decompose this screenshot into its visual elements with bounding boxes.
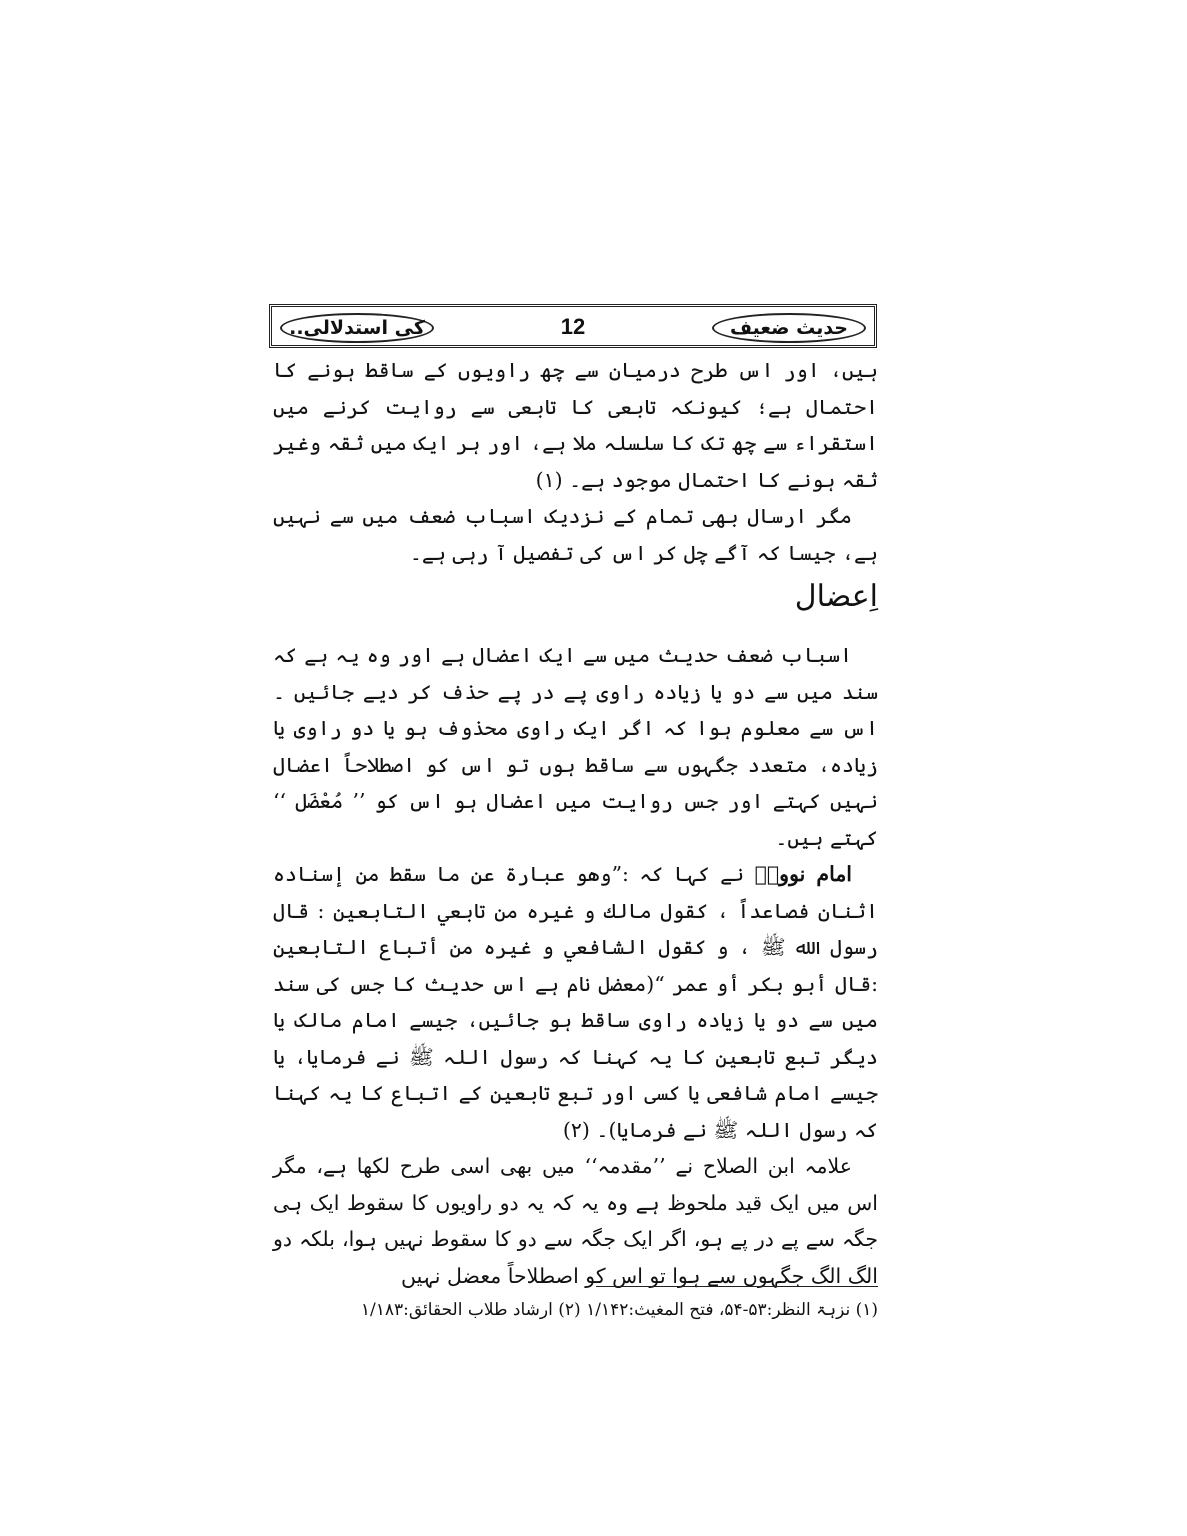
footnotes: (۱) نزہۃ النظر:۵۳-۵۴، فتح المغیث:۱/۱۴۲ (۲) ارشاد طلاب الحقائق:۱/۱۸۳ <box>360 1300 878 1320</box>
paragraph-1: ہیں، اور اس طرح درمیان سے چھ راویوں کے ساقط ہونے کا احتمال ہے؛ کیونکہ تابعی کا تابعی سے روایت کرنے میں استقراء سے چھ تک کا سلسلہ ملا ہے، اور ہر ایک میں ثقہ وغیر ثقہ ہونے کا احتمال موجود ہے۔ (۱) <box>273 358 878 492</box>
book-subtitle: کی استدلالی.. <box>289 317 425 339</box>
footnote-divider <box>596 1286 878 1287</box>
section-heading: اِعضال <box>794 579 878 614</box>
imam-nawawi-name: امام نوویؒ <box>754 862 852 886</box>
paragraph-5: علامہ ابن الصلاح نے ’’مقدمہ‘‘ میں بھی اسی طرح لکھا ہے، مگر اس میں ایک قید ملحوظ ہے وہ یہ کہ یہ دو راویوں کا سقوط ایک ہی جگہ سے پے در پے ہو، اگر ایک جگہ سے دو کا سقوط نہیں ہوا، بلکہ دو الگ الگ جگہوں سے ہوا تو اس کو اصطلاحاً معضل نہیں <box>273 1154 878 1288</box>
paragraph-4-text: نے کہا کہ :”وھو عبارة عن ما سقط من إسناده اثنان فصاعداً ، كقول مالك و غيره من تابعي التابعين : قال رسول الله ﷺ ، و كقول الشافعي و غيره من أتباع التابعين :قال أبو بكر أو عمر “(معضل نام ہے اس حدیث کا جس کی سند میں سے دو یا زیادہ راوی ساقط ہو جائیں، جیسے امام مالک یا دیگر تبع تابعین کا یہ کہنا کہ رسول اللہ ﷺ نے فرمایا، یا جیسے امام شافعی یا کسی اور تبع تابعین کے اتباع کا یہ کہنا کہ رسول اللہ ﷺ نے فرمایا)۔ (۲) <box>273 862 878 1142</box>
book-subtitle-badge <box>280 313 434 343</box>
paragraph-2: مگر ارسال بھی تمام کے نزدیک اسباب ضعف میں سے نہیں ہے، جیسا کہ آگے چل کر اس کی تفصیل آ رہی ہے۔ <box>273 504 878 565</box>
paragraph-4 <box>273 856 878 1148</box>
body-text <box>273 352 878 1294</box>
page-header <box>269 304 877 348</box>
paragraph-3: اسباب ضعف حدیث میں سے ایک اعضال ہے اور وہ یہ ہے کہ سند میں سے دو یا زیادہ راوی پے در پے حذف کر دیے جائیں ۔ اس سے معلوم ہوا کہ اگر ایک راوی محذوف ہو یا دو راوی یا زیادہ، متعدد جگہوں سے ساقط ہوں تو اس کو اصطلاحاً اعضال نہیں کہتے اور جس روایت میں اعضال ہو اس کو ’’ مُعْضَل ‘‘ کہتے ہیں۔ <box>273 643 878 850</box>
book-title: حدیث ضعیف <box>730 317 848 339</box>
page-number: 12 <box>560 314 586 339</box>
